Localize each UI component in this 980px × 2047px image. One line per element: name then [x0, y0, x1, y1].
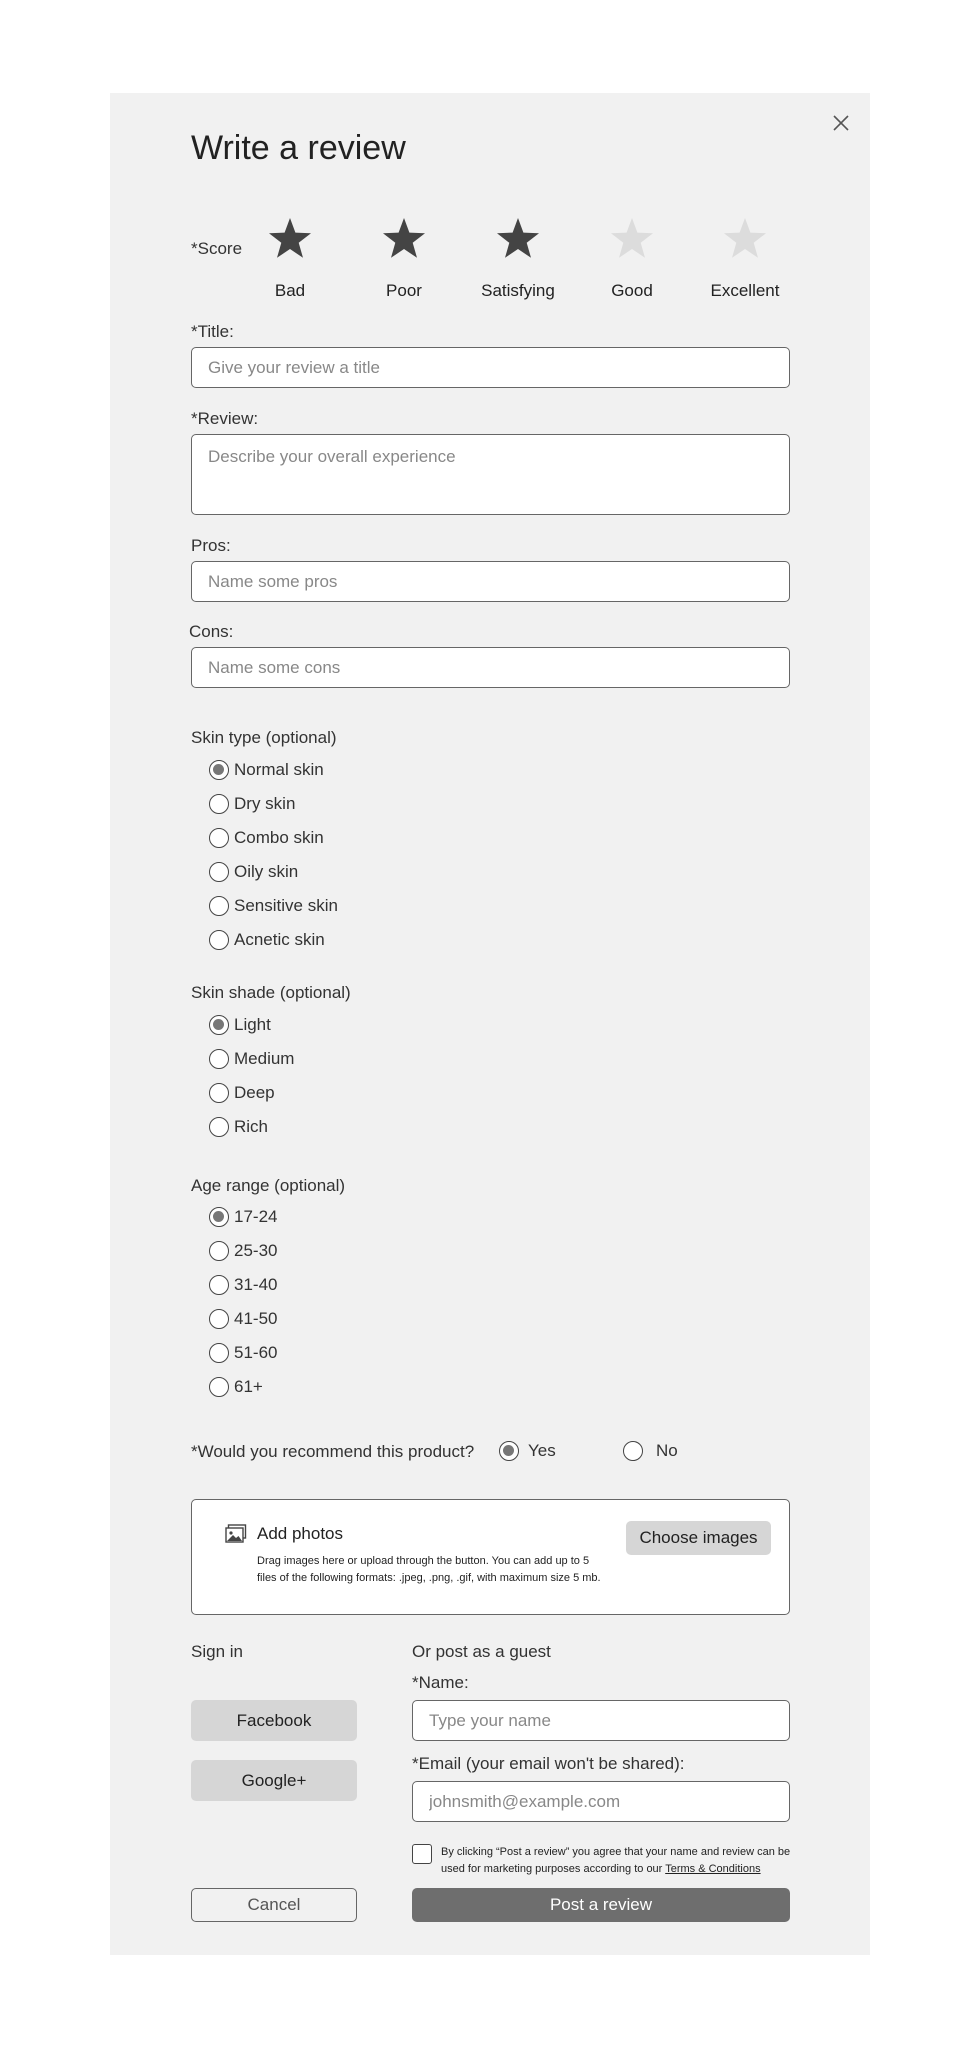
age-range-option-17-24[interactable]	[209, 1204, 277, 1230]
sign-in-label: Sign in	[191, 1642, 243, 1661]
skin-shade-option-label: Deep	[234, 1083, 275, 1102]
skin-type-option-acnetic-skin[interactable]	[209, 927, 325, 953]
skin-shade-option-light[interactable]	[209, 1012, 271, 1038]
title-input[interactable]	[191, 347, 790, 388]
title-label: *Title:	[191, 322, 234, 341]
review-label: *Review:	[191, 409, 259, 428]
skin-type-option-label: Dry skin	[234, 794, 296, 813]
consent-text-line1: By clicking “Post a review” you agree that your name and review can be	[441, 1846, 791, 1858]
skin-type-option-dry-skin[interactable]	[209, 791, 295, 817]
skin-type-option-label: Sensitive skin	[234, 896, 338, 915]
skin-type-option-combo-skin[interactable]	[209, 825, 324, 851]
age-range-option-label: 17-24	[234, 1207, 278, 1226]
age-range-option-61[interactable]	[209, 1374, 263, 1400]
recommend-label: *Would you recommend this product?	[191, 1442, 475, 1461]
skin-shade-option-label: Rich	[234, 1117, 269, 1136]
score-label: *Score	[191, 239, 243, 258]
email-label: *Email (your email won't be shared):	[412, 1754, 685, 1773]
skin-type-option-normal-skin[interactable]	[209, 757, 324, 783]
skin-type-option-label: Normal skin	[234, 760, 324, 779]
modal-title: Write a review	[191, 129, 406, 167]
skin-shade-option-rich[interactable]	[209, 1114, 268, 1140]
skin-shade-radio-rich[interactable]	[209, 1117, 229, 1137]
close-icon[interactable]	[829, 111, 853, 135]
age-range-radio-25-30[interactable]	[209, 1241, 229, 1261]
cons-input[interactable]	[191, 647, 790, 688]
add-photos-title: Add photos	[257, 1524, 344, 1543]
recommend-no-label: No	[656, 1441, 678, 1460]
star-label-poor: Poor	[386, 281, 422, 300]
email-input[interactable]	[412, 1781, 790, 1822]
age-range-option-25-30[interactable]	[209, 1238, 277, 1264]
skin-type-radio-dry-skin[interactable]	[209, 794, 229, 814]
age-range-option-41-50[interactable]	[209, 1306, 277, 1332]
age-range-option-label: 51-60	[234, 1343, 278, 1362]
terms-link[interactable]: Terms & Conditions	[665, 1863, 761, 1875]
pros-input[interactable]	[191, 561, 790, 602]
age-range-option-label: 25-30	[234, 1241, 278, 1260]
star-icon-5[interactable]	[722, 216, 768, 262]
skin-type-option-oily-skin[interactable]	[209, 859, 298, 885]
skin-shade-radio-light[interactable]	[209, 1015, 229, 1035]
skin-type-option-label: Combo skin	[234, 828, 324, 847]
guest-label: Or post as a guest	[412, 1642, 551, 1661]
consent-checkbox[interactable]	[412, 1844, 432, 1864]
review-textarea[interactable]	[191, 434, 790, 515]
google-plus-button[interactable]: Google+	[191, 1760, 357, 1801]
star-label-good: Good	[611, 281, 653, 300]
skin-shade-radio-deep[interactable]	[209, 1083, 229, 1103]
age-range-radio-61[interactable]	[209, 1377, 229, 1397]
age-range-option-label: 41-50	[234, 1309, 278, 1328]
age-range-radio-51-60[interactable]	[209, 1343, 229, 1363]
recommend-no-radio[interactable]	[623, 1441, 643, 1461]
star-icon-3[interactable]	[495, 216, 541, 262]
skin-type-radio-acnetic-skin[interactable]	[209, 930, 229, 950]
skin-type-option-label: Oily skin	[234, 862, 299, 881]
star-icon-1[interactable]	[267, 216, 313, 262]
consent-text-line2: used for marketing purposes according to our	[441, 1863, 666, 1875]
recommend-no-option[interactable]	[623, 1438, 678, 1464]
age-range-option-31-40[interactable]	[209, 1272, 277, 1298]
skin-shade-option-label: Light	[234, 1015, 271, 1034]
star-label-bad: Bad	[274, 281, 306, 300]
age-range-radio-31-40[interactable]	[209, 1275, 229, 1295]
name-label: *Name:	[412, 1673, 469, 1692]
recommend-yes-label: Yes	[528, 1441, 556, 1460]
skin-type-option-sensitive-skin[interactable]	[209, 893, 338, 919]
skin-type-radio-combo-skin[interactable]	[209, 828, 229, 848]
name-input[interactable]	[412, 1700, 790, 1741]
skin-type-radio-normal-skin[interactable]	[209, 760, 229, 780]
skin-type-label: Skin type (optional)	[191, 728, 337, 747]
age-range-radio-41-50[interactable]	[209, 1309, 229, 1329]
skin-shade-option-deep[interactable]	[209, 1080, 275, 1106]
post-review-button[interactable]: Post a review	[412, 1888, 790, 1922]
consent-text-line2-wrap	[441, 1861, 761, 1878]
skin-type-radio-sensitive-skin[interactable]	[209, 896, 229, 916]
photos-description-line1: Drag images here or upload through the button. You can add up to 5	[257, 1555, 590, 1567]
pros-label: Pros:	[191, 536, 231, 555]
star-label-satisfying: Satisfying	[481, 281, 555, 300]
cons-label: Cons:	[189, 622, 234, 641]
skin-shade-option-medium[interactable]	[209, 1046, 294, 1072]
skin-shade-label: Skin shade (optional)	[191, 983, 351, 1002]
star-icon-4[interactable]	[609, 216, 655, 262]
age-range-option-label: 31-40	[234, 1275, 278, 1294]
age-range-option-label: 61+	[234, 1377, 263, 1396]
skin-shade-radio-medium[interactable]	[209, 1049, 229, 1069]
star-icon-2[interactable]	[381, 216, 427, 262]
recommend-yes-option[interactable]	[499, 1438, 556, 1464]
skin-type-option-label: Acnetic skin	[234, 930, 325, 949]
star-label-excellent: Excellent	[710, 281, 780, 300]
cancel-button[interactable]: Cancel	[191, 1888, 357, 1922]
facebook-button[interactable]: Facebook	[191, 1700, 357, 1741]
photo-upload-area[interactable]	[191, 1499, 790, 1615]
photos-description-line2: files of the following formats: .jpeg, .png, .gif, with maximum size 5 mb.	[257, 1572, 601, 1584]
choose-images-button[interactable]: Choose images	[626, 1521, 771, 1555]
skin-shade-option-label: Medium	[234, 1049, 295, 1068]
age-range-label: Age range (optional)	[191, 1176, 346, 1195]
image-icon	[225, 1524, 247, 1544]
age-range-option-51-60[interactable]	[209, 1340, 277, 1366]
review-modal	[110, 93, 870, 1955]
skin-type-radio-oily-skin[interactable]	[209, 862, 229, 882]
recommend-yes-radio[interactable]	[499, 1441, 519, 1461]
age-range-radio-17-24[interactable]	[209, 1207, 229, 1227]
